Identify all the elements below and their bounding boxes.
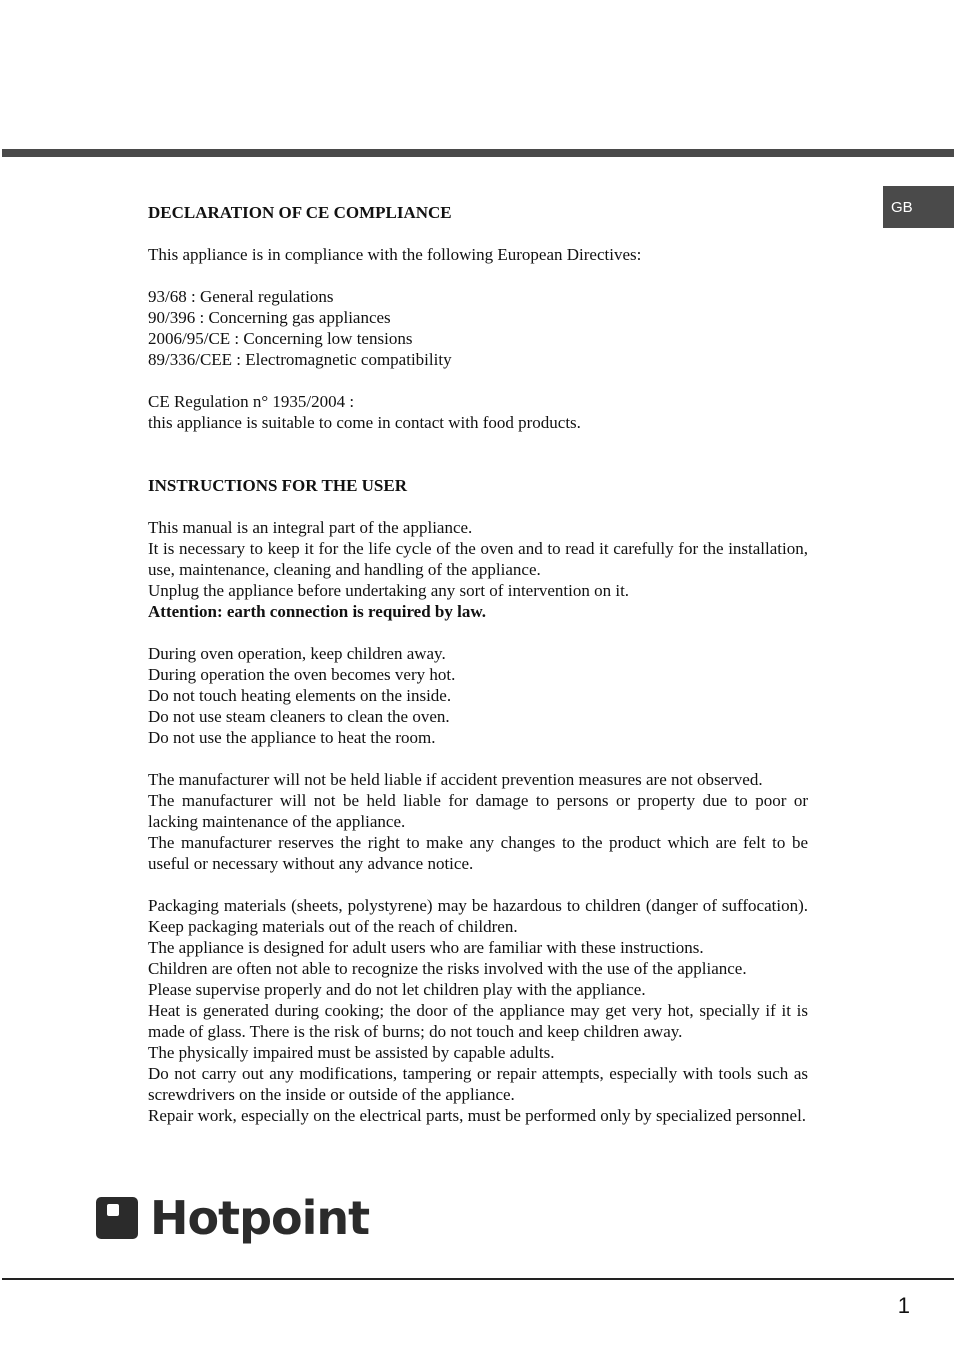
warning-item: Do not use the appliance to heat the room.	[148, 728, 436, 747]
safety-item: Children are often not able to recognize the risks involved with the use of the appliance.	[148, 959, 747, 978]
directive-item: 93/68 : General regulations	[148, 287, 334, 306]
directive-item: 2006/95/CE : Concerning low tensions	[148, 329, 413, 348]
attention-notice: Attention: earth connection is required by law.	[148, 602, 486, 621]
safety-item: Repair work, especially on the electrical parts, must be performed only by specialized personnel.	[148, 1106, 807, 1125]
instructions-paragraph: This manual is an integral part of the appliance.	[148, 518, 473, 537]
safety-item: Please supervise properly and do not let children play with the appliance.	[148, 980, 646, 999]
safety-item: Heat is generated during cooking; the door of the appliance may get very hot, specially if it is made of glass. There is the risk of burns; do not touch and keep children away.	[148, 1001, 808, 1041]
warning-item: Do not touch heating elements on the inside.	[148, 686, 452, 705]
safety-item: The appliance is designed for adult users who are familiar with these instructions.	[148, 938, 704, 957]
declaration-title: DECLARATION OF CE COMPLIANCE	[148, 203, 452, 222]
warning-item: During oven operation, keep children away.	[148, 644, 446, 663]
hotpoint-logo	[96, 1190, 369, 1246]
safety-item: Do not carry out any modifications, tampering or repair attempts, especially with tools such as screwdrivers on the inside or outside of the appliance.	[148, 1064, 808, 1104]
declaration-intro: This appliance is in compliance with the following European Directives:	[148, 245, 642, 264]
directive-item: 90/396 : Concerning gas appliances	[148, 308, 391, 327]
liability-item: The manufacturer will not be held liable if accident prevention measures are not observed.	[148, 770, 763, 789]
regulation-text: this appliance is suitable to come in contact with food products.	[148, 413, 581, 432]
safety-item: Packaging materials (sheets, polystyrene) may be hazardous to children (danger of suffocation). Keep packaging materials out of the reach of children.	[148, 896, 808, 936]
liability-item: The manufacturer will not be held liable for damage to persons or property due to poor or lacking maintenance of the appliance.	[148, 791, 808, 831]
instructions-title: INSTRUCTIONS FOR THE USER	[148, 476, 408, 495]
language-tab-label: GB	[891, 198, 913, 216]
top-rule	[2, 149, 954, 157]
warning-item: During operation the oven becomes very hot.	[148, 665, 456, 684]
document-body	[148, 202, 808, 1126]
brand-wordmark: Hotpoint	[150, 1191, 370, 1245]
warning-item: Do not use steam cleaners to clean the oven.	[148, 707, 450, 726]
regulation-line: CE Regulation n° 1935/2004 :	[148, 392, 355, 411]
safety-item: The physically impaired must be assisted by capable adults.	[148, 1043, 555, 1062]
brand-mark-icon	[96, 1197, 138, 1239]
instructions-paragraph: It is necessary to keep it for the life cycle of the oven and to read it carefully for the installation, use, maintenance, cleaning and handling of the appliance.	[148, 539, 808, 579]
liability-item: The manufacturer reserves the right to make any changes to the product which are felt to be useful or necessary without any advance notice.	[148, 833, 808, 873]
directive-item: 89/336/CEE : Electromagnetic compatibility	[148, 350, 452, 369]
language-tab	[883, 186, 954, 228]
page-number: 1	[897, 1293, 910, 1318]
instructions-paragraph: Unplug the appliance before undertaking any sort of intervention on it.	[148, 581, 630, 600]
bottom-rule	[2, 1278, 954, 1280]
